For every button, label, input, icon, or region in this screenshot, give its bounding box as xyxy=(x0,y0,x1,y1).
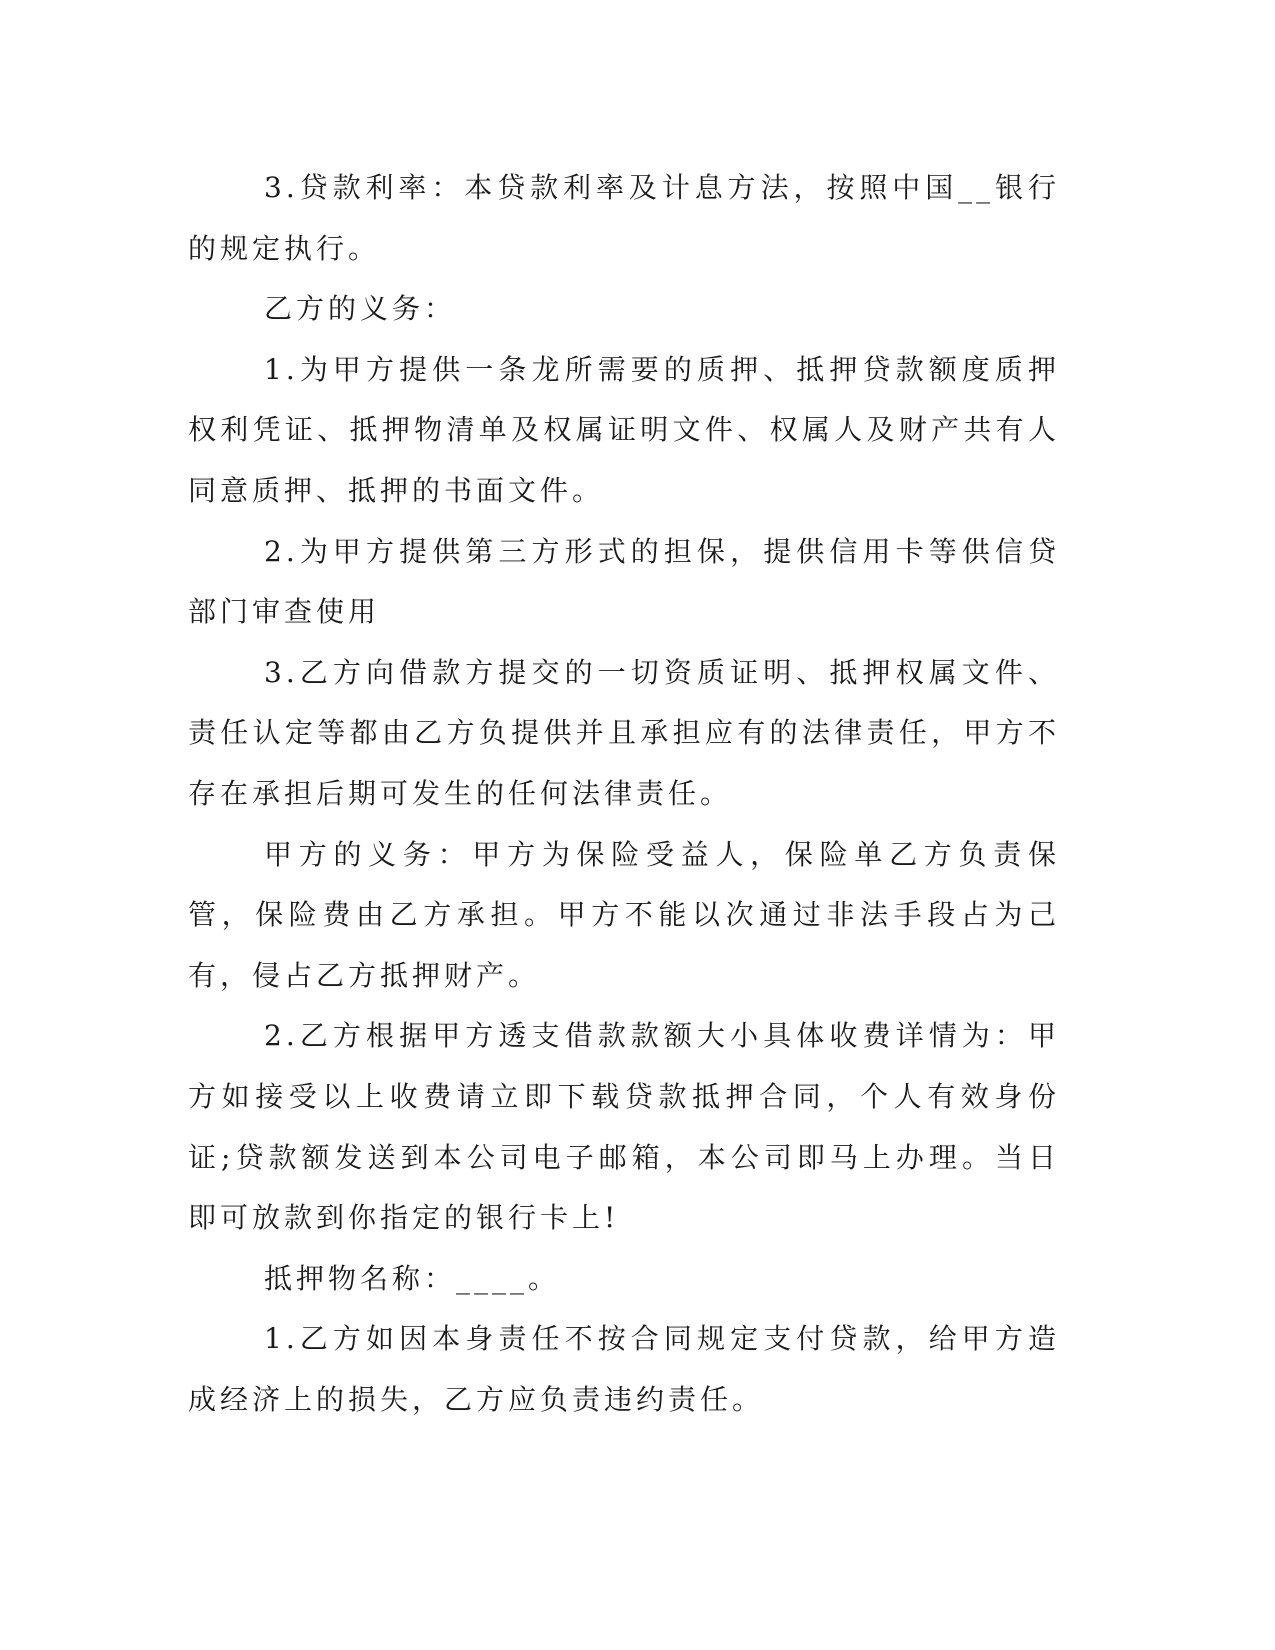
paragraph-party-b-obligation-2: 2.为甲方提供第三方形式的担保，提供信用卡等供信贷部门审查使用 xyxy=(188,534,1060,629)
paragraph-loan-interest-rate: 3.贷款利率：本贷款利率及计息方法，按照中国__银行的规定执行。 xyxy=(188,171,1060,265)
paragraph-collateral-name: 抵押物名称：____。 xyxy=(264,1261,561,1295)
paragraph-fee-details: 2.乙方根据甲方透支借款款额大小具体收费详情为：甲方如接受以上收费请立即下载贷款抵押合同，个人有效身份证;贷款额发送到本公司电子邮箱，本公司即马上办理。当日即可放款到你指定的银行卡上! xyxy=(188,1019,1060,1235)
paragraph-party-b-obligations-heading: 乙方的义务： xyxy=(264,292,457,326)
paragraph-party-b-obligation-3: 3.乙方向借款方提交的一切资质证明、抵押权属文件、责任认定等都由乙方负提供并且承担应有的法律责任，甲方不存在承担后期可发生的任何法律责任。 xyxy=(188,655,1060,810)
paragraph-breach-liability: 1.乙方如因本身责任不按合同规定支付贷款，给甲方造成经济上的损失，乙方应负责违约责任。 xyxy=(188,1322,1060,1416)
paragraph-party-b-obligation-1: 1.为甲方提供一条龙所需要的质押、抵押贷款额度质押权利凭证、抵押物清单及权属证明文件、权属人及财产共有人同意质押、抵押的书面文件。 xyxy=(188,352,1060,507)
paragraph-party-a-obligations: 甲方的义务：甲方为保险受益人，保险单乙方负责保管，保险费由乙方承担。甲方不能以次通过非法手段占为己有，侵占乙方抵押财产。 xyxy=(188,837,1060,992)
document-body xyxy=(188,158,1060,1430)
